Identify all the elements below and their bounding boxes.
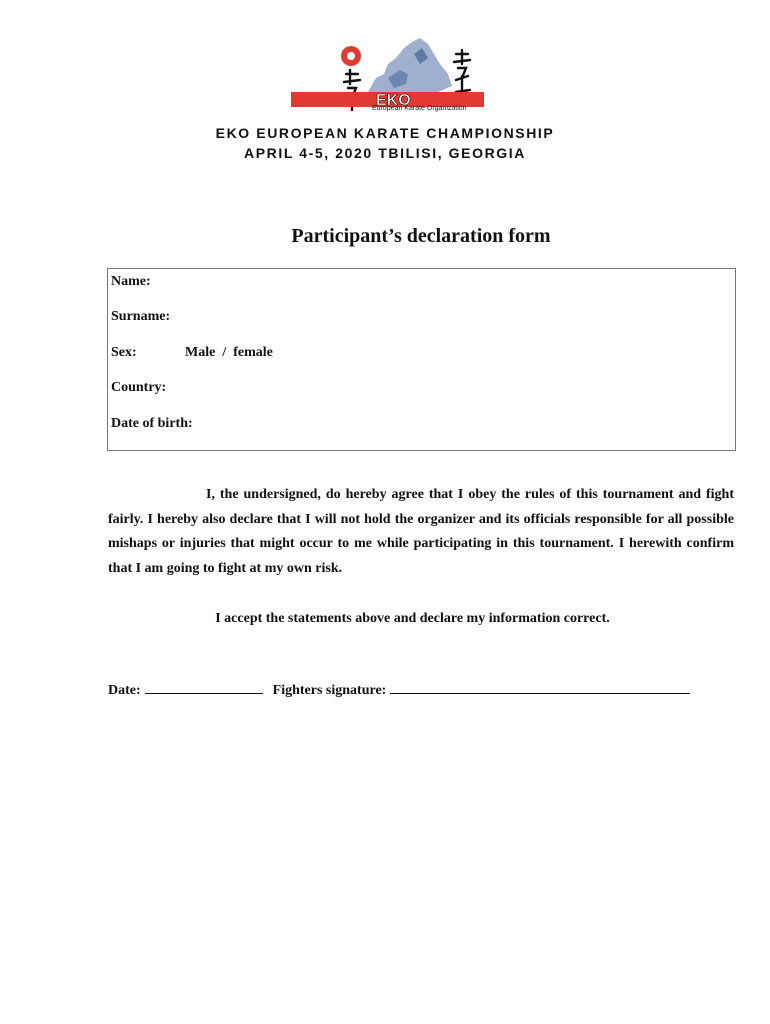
logo-text: EKO	[376, 92, 411, 109]
sex-options: Male / female	[185, 345, 273, 360]
accept-statement: I accept the statements above and declare my information correct.	[215, 611, 610, 626]
date-of-birth-label: Date of birth:	[111, 416, 193, 431]
name-label: Name:	[111, 274, 151, 289]
calligraphy-right	[454, 50, 470, 92]
form-title: Participant’s declaration form	[291, 225, 551, 247]
logo-graphic	[288, 34, 488, 130]
event-title: EKO EUROPEAN KARATE CHAMPIONSHIP	[215, 125, 555, 141]
eko-logo	[288, 34, 488, 130]
date-label: Date:	[108, 683, 141, 698]
signature-blank-line	[390, 683, 690, 694]
event-date-location: APRIL 4-5, 2020 TBILISI, GEORGIA	[243, 145, 526, 161]
signature-label: Fighters signature:	[272, 683, 387, 698]
surname-label: Surname:	[111, 309, 171, 324]
country-label: Country:	[111, 380, 167, 395]
date-blank-line	[145, 683, 263, 694]
declaration-text: I, the undersigned, do hereby agree that I obey the rules of this tournament and fight fairly. I hereby also declare that I will not hold the organizer and its officials responsible for all possible mishaps or injuries that might occur to me while participating in this tournament. I herewith confirm that I am going to fight at my own risk.	[108, 487, 734, 576]
logo-subtitle: European Karate Organization	[372, 105, 467, 112]
signature-row	[108, 683, 690, 699]
sex-label: Sex:	[111, 345, 137, 360]
europe-map	[368, 38, 452, 92]
participant-info-box	[107, 268, 736, 451]
